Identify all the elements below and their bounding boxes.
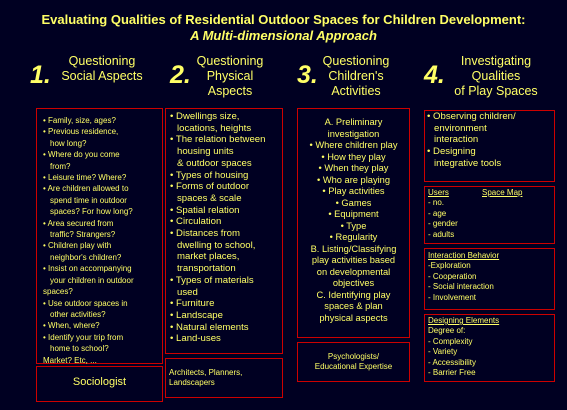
list-item: • Forms of outdoor bbox=[170, 181, 250, 193]
list-item: • Dwellings size, bbox=[170, 111, 240, 122]
list-item: • Furniture bbox=[170, 298, 215, 310]
list-item: locations, heights bbox=[177, 122, 252, 134]
heading-line: Questioning bbox=[196, 54, 264, 68]
list-item: B. Listing/Classifying bbox=[310, 243, 397, 254]
list-item: - adults bbox=[428, 229, 455, 239]
space-map-label: Space Map bbox=[482, 188, 523, 197]
list-item: traffic? Strangers? bbox=[50, 230, 116, 240]
list-item: neighbor's children? bbox=[50, 252, 122, 262]
users-label: Users bbox=[428, 188, 449, 197]
list-item: • Types of housing bbox=[170, 169, 249, 181]
column-2-heading bbox=[188, 54, 272, 99]
list-item: - Cooperation bbox=[428, 271, 477, 281]
physical-aspects-list bbox=[170, 111, 265, 345]
list-item: spaces & scale bbox=[177, 192, 242, 204]
list-item: spaces & plan bbox=[324, 301, 383, 311]
list-item: • Observing children/ bbox=[427, 111, 516, 122]
list-item: & outdoor spaces bbox=[177, 157, 252, 169]
list-item: spaces? bbox=[43, 287, 73, 297]
list-item: environment bbox=[434, 122, 487, 134]
list-item: • Who are playing bbox=[316, 174, 391, 185]
list-item: C. Identifying play bbox=[316, 289, 391, 300]
list-item: - Variety bbox=[428, 347, 458, 357]
list-item: market places, bbox=[177, 251, 240, 263]
list-item: • Identify your trip from bbox=[43, 332, 124, 342]
slide-title: Evaluating Qualities of Residential Outdoor Spaces for Children Development: bbox=[41, 12, 526, 27]
list-item: spend time in outdoor bbox=[50, 195, 127, 205]
list-item: home to school? bbox=[50, 344, 109, 354]
footer-line: Architects, Planners, bbox=[169, 368, 243, 377]
list-item: dwelling to school, bbox=[177, 239, 256, 251]
list-item: • The relation between bbox=[170, 134, 266, 146]
list-item: • Natural elements bbox=[170, 321, 249, 333]
list-item: spaces? For how long? bbox=[50, 207, 133, 217]
heading-line: Aspects bbox=[207, 84, 253, 98]
footer-line: Educational Expertise bbox=[314, 362, 393, 371]
step-number-1: 1. bbox=[30, 61, 51, 89]
list-item: -Exploration bbox=[428, 261, 471, 271]
list-item: • Games bbox=[335, 197, 372, 208]
heading-line: Investigating bbox=[460, 54, 532, 68]
heading-line: Activities bbox=[331, 84, 381, 98]
heading-line: of Play Spaces bbox=[454, 84, 538, 98]
list-item: play activities based bbox=[311, 255, 396, 265]
list-item: • Children play with bbox=[43, 241, 112, 251]
list-item: • Equipment bbox=[328, 209, 379, 219]
step-number-3: 3. bbox=[297, 61, 318, 89]
sociologist-label: Sociologist bbox=[72, 376, 127, 388]
heading-line: Questioning bbox=[68, 54, 136, 68]
list-item: - Involvement bbox=[428, 292, 477, 302]
list-item: • Previous residence, bbox=[43, 127, 119, 137]
list-item: Market? Etc, ... bbox=[43, 355, 97, 365]
list-item: - Social interaction bbox=[428, 282, 494, 292]
design-label: Designing Elements bbox=[428, 316, 500, 325]
observing-list bbox=[427, 111, 516, 170]
list-item: • Are children allowed to bbox=[43, 184, 129, 194]
list-item: how long? bbox=[50, 138, 87, 148]
list-item: your children in outdoor bbox=[50, 275, 134, 285]
list-item: • Play activities bbox=[322, 186, 385, 196]
list-item: interaction bbox=[434, 134, 479, 146]
list-item: A. Preliminary bbox=[324, 117, 383, 127]
architects-label bbox=[169, 368, 279, 388]
footer-line: Landscapers bbox=[169, 378, 215, 387]
list-item: - gender bbox=[428, 219, 458, 229]
list-item: • Types of materials bbox=[170, 274, 254, 286]
list-item: other activities? bbox=[50, 309, 106, 319]
list-item: • Use outdoor spaces in bbox=[43, 298, 128, 308]
list-item: physical aspects bbox=[319, 312, 388, 323]
list-item: • Where do you come bbox=[43, 150, 120, 160]
list-item: used bbox=[177, 286, 198, 298]
list-item: - Complexity bbox=[428, 336, 473, 346]
social-aspects-list bbox=[43, 115, 134, 366]
interaction-section bbox=[428, 251, 499, 303]
step-number-4: 4. bbox=[424, 61, 445, 89]
list-item: integrative tools bbox=[434, 157, 502, 169]
heading-line: Physical bbox=[206, 69, 254, 83]
column-4-heading bbox=[441, 54, 551, 99]
list-item: • Leisure time? Where? bbox=[43, 173, 127, 183]
heading-line: Qualities bbox=[471, 69, 521, 83]
column-3-heading bbox=[314, 54, 398, 99]
list-item: • When they play bbox=[318, 163, 389, 173]
interaction-label: Interaction Behavior bbox=[428, 251, 500, 260]
heading-line: Questioning bbox=[322, 54, 390, 68]
list-item: • Type bbox=[340, 220, 367, 231]
list-item: on developmental bbox=[316, 266, 391, 277]
list-item: • Distances from bbox=[170, 228, 240, 240]
psychologists-label bbox=[298, 352, 409, 372]
list-item: - Barrier Free bbox=[428, 368, 476, 378]
list-item: • Where children play bbox=[309, 140, 398, 150]
footer-line: Psychologists/ bbox=[327, 352, 380, 361]
children-activities-list bbox=[298, 117, 409, 324]
list-item: • Area secured from bbox=[43, 218, 114, 228]
list-item: • Land-uses bbox=[170, 333, 221, 345]
list-item: - Accessibility bbox=[428, 357, 477, 367]
list-item: from? bbox=[50, 161, 71, 171]
heading-line: Social Aspects bbox=[61, 69, 143, 83]
list-item: • Insist on accompanying bbox=[43, 264, 132, 274]
slide-subtitle: A Multi-dimensional Approach bbox=[190, 28, 377, 43]
list-item: • How they play bbox=[321, 151, 386, 162]
list-item: transportation bbox=[177, 263, 236, 275]
design-intro: Degree of: bbox=[428, 326, 466, 336]
list-item: investigation bbox=[327, 128, 380, 139]
step-number-2: 2. bbox=[170, 61, 191, 89]
list-item: • Circulation bbox=[170, 216, 222, 228]
list-item: • When, where? bbox=[43, 321, 100, 331]
design-section bbox=[428, 316, 499, 378]
heading-line: Children's bbox=[328, 69, 384, 83]
list-item: - no. bbox=[428, 198, 445, 208]
list-item: - age bbox=[428, 208, 447, 218]
list-item: • Spatial relation bbox=[170, 204, 240, 216]
users-section bbox=[428, 188, 458, 240]
list-item: • Designing bbox=[427, 146, 476, 158]
list-item: housing units bbox=[177, 146, 234, 158]
list-item: • Landscape bbox=[170, 309, 223, 321]
list-item: • Family, size, ages? bbox=[43, 116, 116, 125]
column-1-heading bbox=[50, 54, 154, 84]
list-item: objectives bbox=[332, 278, 375, 288]
list-item: • Regularity bbox=[329, 232, 378, 242]
